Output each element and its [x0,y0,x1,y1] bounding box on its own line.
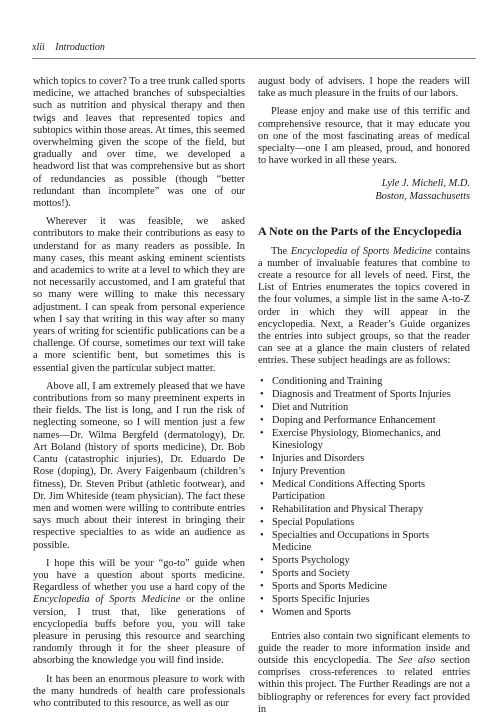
list-item: • Specialties and Occupations in Sports Medicine [258,530,470,554]
see-also-label: See also [398,655,436,667]
paragraph [258,631,470,716]
book-title: Encyclopedia of Sports Medicine [33,594,181,606]
list-item: • Women and Sports [258,607,470,619]
list-item: • Doping and Performance Enhancement [258,415,470,427]
signature [258,177,470,203]
paragraph-text: or the online version, I trust that, like generations of encyclopedia buffs before you, you will take pleasure in perusing this resource and searching randomly through it for the sheer pleasure of absorbing the knowledge you will find inside. [33,594,245,667]
paragraph: Above all, I am extremely pleased that we have contributions from so many preeminent experts in their fields. The list is long, and I run the risk of neglecting someone, so I will mention just a few names—Dr. Wilma Bergfeld (dermatology), Dr. Art Boland (history of sports medicine), Dr. Bob Cantu (catastrophic injuries), Dr. Eduardo De Rose (doping), Dr. Avery Faigenbaum (children’s fitness), Dr. Steven Pribut (athletic footwear), and Dr. Jim Whiteside (team physician). The fact these men and women were willing to contribute entries says much about their interest in bringing their respective specialties to as wide an audience as possible. [33,380,245,551]
paragraph-text: contains a number of invaluable features that combine to create a resource for all levels of need. First, the List of Entries enumerates the topics covered in the four volumes, a simple list in the same A-to-Z order in which they will appear in the encyclopedia. Next, a Reader’s Guide organizes the entries into subject groups, so that the reader can see at a glance the main clusters of related entries. These subject headings are as follows: [258,245,470,367]
paragraph: Wherever it was feasible, we asked contributors to make their contributions as easy to understand for as many readers as possible. In many cases, this meant asking eminent scientists and academics to write at a level to which they are not necessarily accustomed, and I am grateful that so many were willing to make this necessary adjustment. I can speak from personal experience when I say that writing in this way after so many years of writing for scientific publications can be a challenge. Of course, sometimes our text will take a more scientific bent, but sometimes this is essential given the particular subject matter. [33,216,245,374]
subject-headings-list [258,376,470,619]
paragraph-text: The [271,245,291,257]
signature-place: Boston, Massachusetts [375,191,470,203]
list-item: • Injuries and Disorders [258,453,470,465]
right-column [258,76,470,722]
paragraph-text: section comprises cross-references to related entries within this project. The Further Readings are not a bibliography or references for every fact provided in [258,655,471,715]
list-item: • Conditioning and Training [258,376,470,388]
running-title: Introduction [55,42,105,53]
paragraph: Please enjoy and make use of this terrific and comprehensive resource, that it may educate you on one of the most fascinating areas of medical specialty—one I am pleased, proud, and honored to have worked in all these years. [258,106,470,167]
page-number: xlii [32,42,45,53]
section-heading: A Note on the Parts of the Encyclopedia [258,224,462,239]
paragraph: It has been an enormous pleasure to work with the many hundreds of health care professionals who contributed to this resource, as well as our [33,673,245,709]
paragraph [33,558,245,668]
paragraph [258,246,470,368]
list-item: • Sports Psychology [258,555,470,567]
list-item: • Medical Conditions Affecting Sports Participation [258,479,470,503]
running-header [32,42,105,53]
left-column [33,76,245,716]
list-item: • Injury Prevention [258,466,470,478]
list-item: • Diet and Nutrition [258,402,470,414]
book-title: Encyclopedia of Sports Medicine [290,245,432,257]
list-item: • Sports Specific Injuries [258,594,470,606]
signature-name: Lyle J. Micheli, M.D. [381,178,470,190]
paragraph: august body of advisers. I hope the readers will take as much pleasure in the fruits of our labors. [258,76,470,100]
paragraph-text: I hope this will be your “go-to” guide when you have a question about sports medicine. Regardless of whether you use a hard copy of the [33,557,245,594]
list-item: • Sports and Sports Medicine [258,581,470,593]
paragraph: which topics to cover? To a tree trunk called sports medicine, we attached branches of subspecialties such as nutrition and physical therapy and then twigs and leaves that represented topics and subtopics within those areas. At times, this seemed overwhelming given the scope of the field, but gradually and over time, we developed a headword list that was comprehensive but as short of redundancies as possible (though “better redundant than incomplete” was one of our mottos!). [33,76,245,210]
list-item: • Exercise Physiology, Biomechanics, and Kinesiology [258,428,470,452]
paragraph-text: Entries also contain two significant elements to guide the reader to more information inside and outside this encyclopedia. The [258,630,470,667]
list-item: • Special Populations [258,517,470,529]
list-item: • Sports and Society [258,568,470,580]
list-item: • Rehabilitation and Physical Therapy [258,504,470,516]
header-rule [32,58,476,59]
list-item: • Diagnosis and Treatment of Sports Injuries [258,389,470,401]
